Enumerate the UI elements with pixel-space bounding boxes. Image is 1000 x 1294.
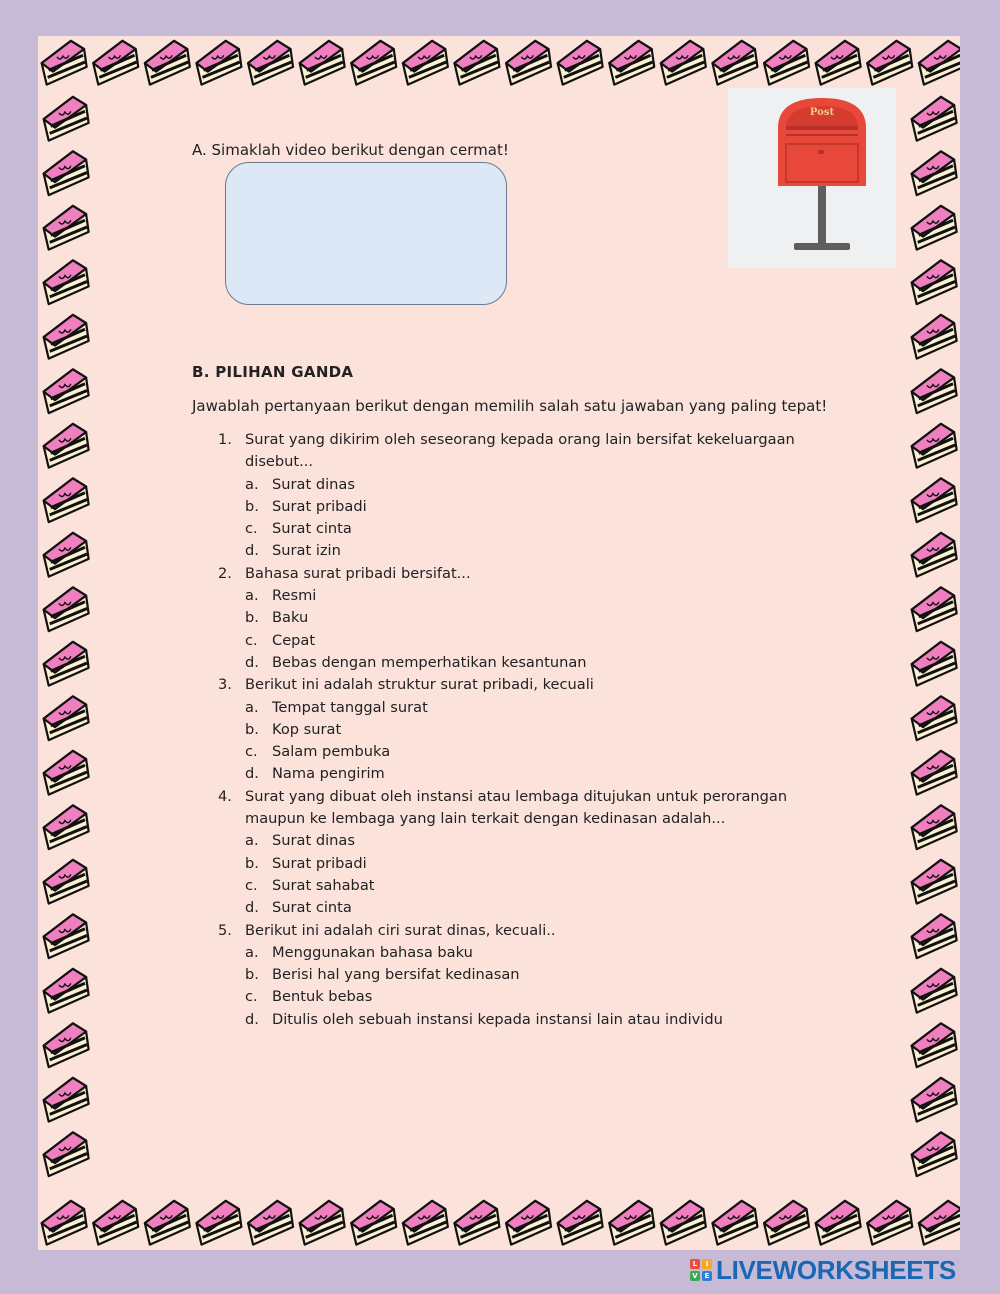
cake-slice-icon bbox=[909, 858, 958, 904]
cake-slice-icon bbox=[710, 39, 759, 85]
cake-slice-icon bbox=[41, 695, 90, 741]
cake-slice-icon bbox=[246, 1199, 295, 1245]
cake-slice-icon bbox=[504, 1199, 553, 1245]
option-4b[interactable]: b. Surat pribadi bbox=[245, 854, 367, 872]
cake-border-top bbox=[38, 36, 960, 96]
cake-slice-icon bbox=[142, 1199, 191, 1245]
cake-slice-icon bbox=[710, 1199, 759, 1245]
cake-slice-icon bbox=[194, 1199, 243, 1245]
cake-slice-icon bbox=[909, 259, 958, 305]
cake-slice-icon bbox=[41, 967, 90, 1013]
cake-slice-icon bbox=[91, 39, 140, 85]
option-5b[interactable]: b. Berisi hal yang bersifat kedinasan bbox=[245, 966, 520, 984]
cake-slice-icon bbox=[813, 39, 862, 85]
option-5c[interactable]: c. Bentuk bebas bbox=[245, 988, 373, 1006]
cake-slice-icon bbox=[142, 39, 191, 85]
cake-slice-icon bbox=[909, 95, 958, 141]
cake-slice-icon bbox=[91, 1199, 140, 1245]
question-1 bbox=[218, 429, 828, 563]
option-4a[interactable]: a. Surat dinas bbox=[245, 832, 355, 850]
cake-slice-icon bbox=[41, 1076, 90, 1122]
cake-slice-icon bbox=[909, 749, 958, 795]
option-4d[interactable]: d. Surat cinta bbox=[245, 899, 352, 917]
question-text: Surat yang dikirim oleh seseorang kepada orang lain bersifat kekeluargaan disebut... bbox=[245, 431, 795, 471]
question-number: 5. bbox=[218, 921, 232, 939]
post-sign: Post bbox=[809, 107, 835, 118]
option-2c[interactable]: c. Cepat bbox=[245, 631, 316, 649]
option-3a[interactable]: a. Tempat tanggal surat bbox=[245, 698, 428, 716]
brand-text: LIVEWORKSHEETS bbox=[716, 1254, 956, 1285]
cake-slice-icon bbox=[194, 39, 243, 85]
cake-slice-icon bbox=[909, 804, 958, 850]
cake-slice-icon bbox=[452, 1199, 501, 1245]
cake-slice-icon bbox=[41, 259, 90, 305]
cake-slice-icon bbox=[607, 1199, 656, 1245]
cake-slice-icon bbox=[349, 1199, 398, 1245]
option-2d[interactable]: d. Bebas dengan memperhatikan kesantunan bbox=[245, 653, 587, 671]
cake-slice-icon bbox=[909, 1076, 958, 1122]
cake-border-left bbox=[38, 36, 94, 1250]
cake-slice-icon bbox=[909, 967, 958, 1013]
cake-slice-icon bbox=[41, 313, 90, 359]
cake-slice-icon bbox=[504, 39, 553, 85]
cake-slice-icon bbox=[41, 477, 90, 523]
option-2b[interactable]: b. Baku bbox=[245, 609, 309, 627]
option-1a[interactable]: a. Surat dinas bbox=[245, 475, 355, 493]
question-number: 4. bbox=[218, 787, 232, 805]
cake-slice-icon bbox=[909, 586, 958, 632]
cake-slice-icon bbox=[41, 531, 90, 577]
cake-slice-icon bbox=[297, 1199, 346, 1245]
option-4c[interactable]: c. Surat sahabat bbox=[245, 876, 375, 894]
cake-slice-icon bbox=[909, 422, 958, 468]
mailbox-icon bbox=[728, 88, 896, 268]
option-1c[interactable]: c. Surat cinta bbox=[245, 520, 352, 538]
question-text: Berikut ini adalah struktur surat pribadi, kecuali bbox=[245, 676, 594, 694]
cake-slice-icon bbox=[41, 95, 90, 141]
cake-slice-icon bbox=[762, 39, 811, 85]
option-5d[interactable]: d. Ditulis oleh sebuah instansi kepada instansi lain atau individu bbox=[245, 1010, 723, 1028]
section-b-title: B. PILIHAN GANDA bbox=[192, 363, 354, 381]
question-5 bbox=[218, 920, 828, 1031]
question-text: Surat yang dibuat oleh instansi atau lembaga ditujukan untuk perorangan maupun ke lembaga yang lain terkait dengan kedinasan adalah... bbox=[245, 787, 788, 828]
cake-slice-icon bbox=[41, 586, 90, 632]
cake-slice-icon bbox=[909, 368, 958, 414]
cake-slice-icon bbox=[909, 531, 958, 577]
cake-slice-icon bbox=[41, 150, 90, 196]
cake-slice-icon bbox=[658, 39, 707, 85]
cake-slice-icon bbox=[400, 39, 449, 85]
question-number: 3. bbox=[218, 676, 232, 694]
liveworksheets-logo[interactable] bbox=[690, 1255, 956, 1285]
question-3 bbox=[218, 674, 828, 785]
question-number: 1. bbox=[218, 431, 232, 448]
cake-slice-icon bbox=[41, 749, 90, 795]
cake-slice-icon bbox=[762, 1199, 811, 1245]
option-3b[interactable]: b. Kop surat bbox=[245, 720, 342, 738]
cake-border-bottom bbox=[38, 1198, 960, 1250]
cake-slice-icon bbox=[909, 477, 958, 523]
section-a-title: A. Simaklah video berikut dengan cermat! bbox=[192, 141, 509, 159]
option-2a[interactable]: a. Resmi bbox=[245, 587, 317, 605]
cake-slice-icon bbox=[909, 150, 958, 196]
cake-slice-icon bbox=[555, 1199, 604, 1245]
option-1b[interactable]: b. Surat pribadi bbox=[245, 497, 367, 515]
cake-slice-icon bbox=[41, 1022, 90, 1068]
cake-slice-icon bbox=[658, 1199, 707, 1245]
instruction-text: Jawablah pertanyaan berikut dengan memilih salah satu jawaban yang paling tepat! bbox=[192, 397, 828, 415]
question-text: Bahasa surat pribadi bersifat... bbox=[245, 564, 471, 582]
question-text: Berikut ini adalah ciri surat dinas, kecuali.. bbox=[245, 921, 556, 939]
cake-slice-icon bbox=[909, 695, 958, 741]
cake-slice-icon bbox=[909, 313, 958, 359]
cake-slice-icon bbox=[41, 1131, 90, 1177]
cake-slice-icon bbox=[41, 858, 90, 904]
cake-slice-icon bbox=[909, 1022, 958, 1068]
post-box-image bbox=[728, 88, 896, 268]
cake-slice-icon bbox=[246, 39, 295, 85]
cake-slice-icon bbox=[41, 422, 90, 468]
logo-grid-icon: L I V E bbox=[690, 1259, 712, 1281]
option-5a[interactable]: a. Menggunakan bahasa baku bbox=[245, 943, 473, 961]
cake-slice-icon bbox=[909, 913, 958, 959]
cake-slice-icon bbox=[41, 640, 90, 686]
option-1d[interactable]: d. Surat izin bbox=[245, 542, 341, 560]
cake-slice-icon bbox=[555, 39, 604, 85]
cake-slice-icon bbox=[909, 1131, 958, 1177]
question-4 bbox=[218, 786, 828, 920]
cake-slice-icon bbox=[41, 804, 90, 850]
option-3d[interactable]: d. Nama pengirim bbox=[245, 765, 385, 783]
cake-slice-icon bbox=[452, 39, 501, 85]
video-placeholder[interactable] bbox=[225, 162, 507, 305]
cake-slice-icon bbox=[41, 913, 90, 959]
cake-slice-icon bbox=[607, 39, 656, 85]
question-number: 2. bbox=[218, 564, 232, 582]
option-3c[interactable]: c. Salam pembuka bbox=[245, 743, 391, 761]
question-2 bbox=[218, 563, 828, 674]
question-list bbox=[218, 429, 828, 1031]
cake-slice-icon bbox=[41, 368, 90, 414]
cake-slice-icon bbox=[909, 640, 958, 686]
cake-slice-icon bbox=[297, 39, 346, 85]
cake-slice-icon bbox=[909, 204, 958, 250]
cake-slice-icon bbox=[400, 1199, 449, 1245]
cake-border-right bbox=[906, 36, 962, 1250]
cake-slice-icon bbox=[813, 1199, 862, 1245]
cake-slice-icon bbox=[41, 204, 90, 250]
cake-slice-icon bbox=[349, 39, 398, 85]
